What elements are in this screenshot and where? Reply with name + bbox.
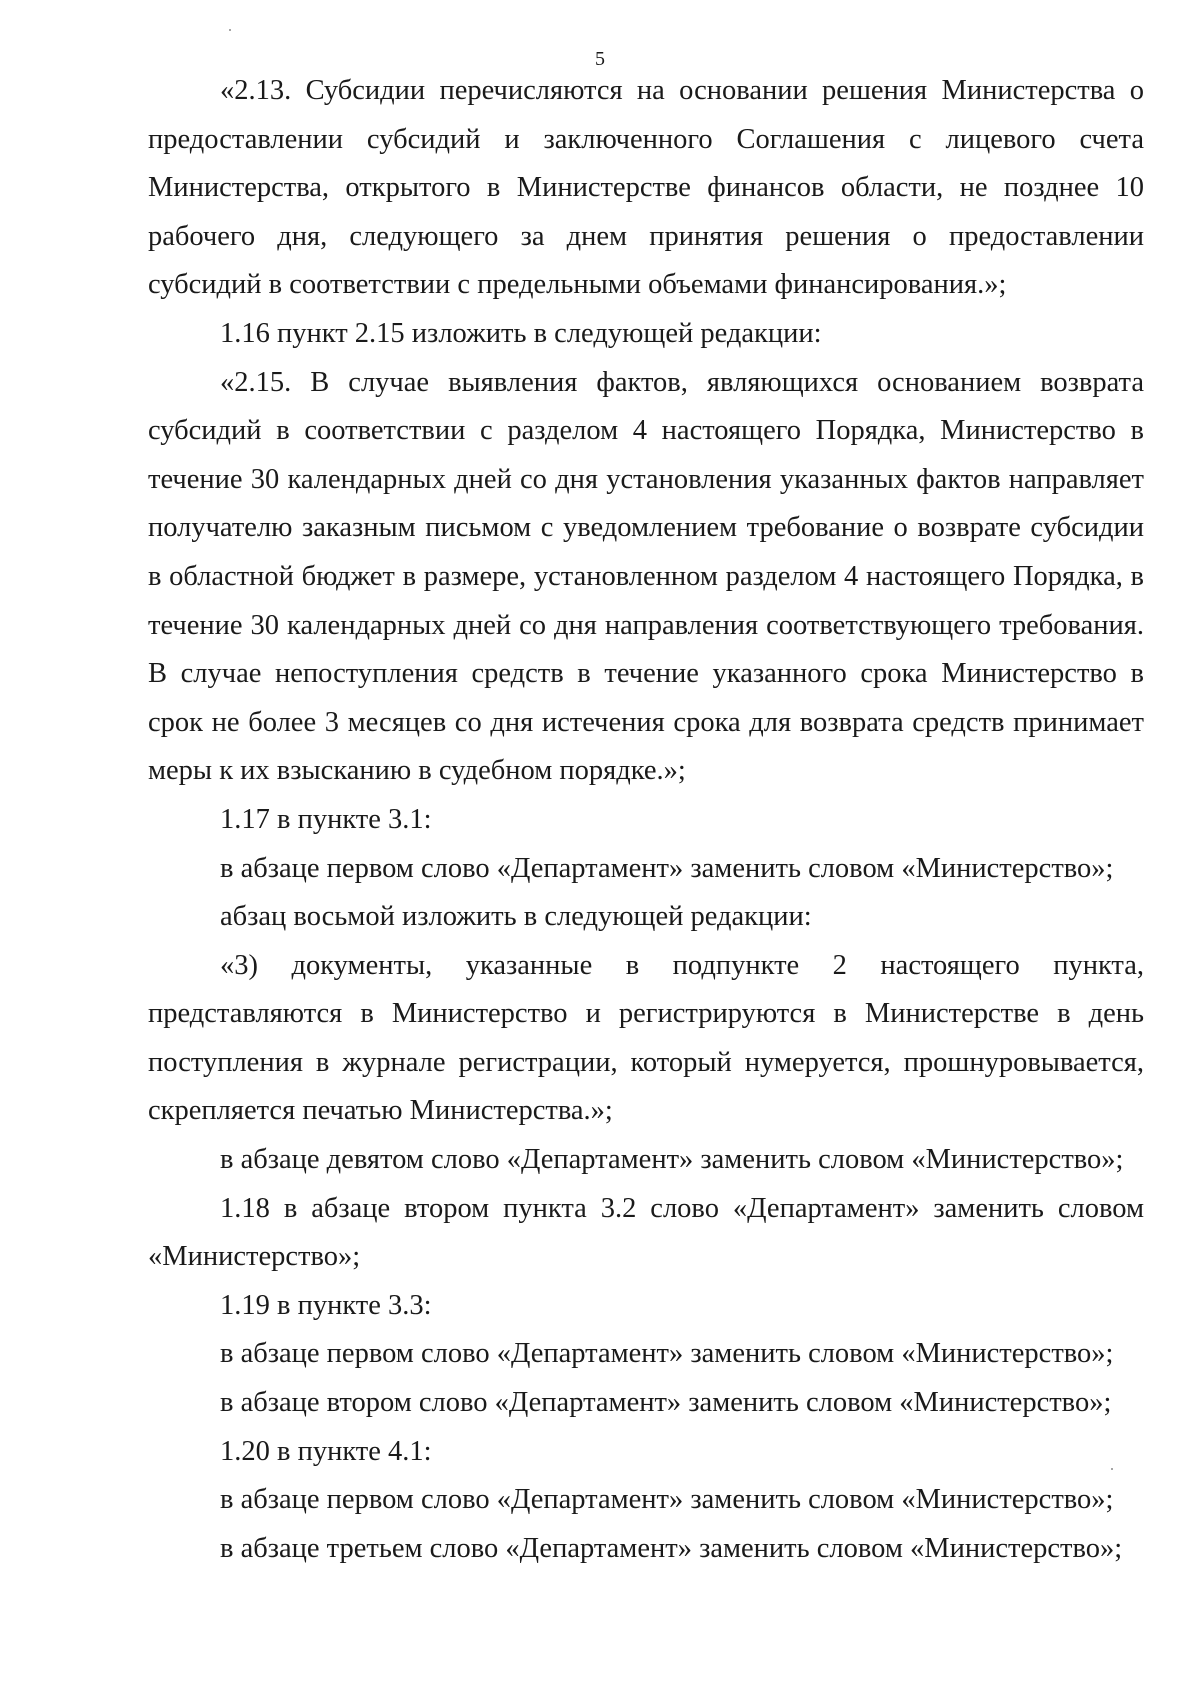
paragraph-1-17-ninth: в абзаце девятом слово «Департамент» заменить словом «Министерство»; <box>220 1144 1124 1176</box>
paragraph-1-20-first: в абзаце первом слово «Департамент» заменить словом «Министерство»; <box>220 1484 1114 1516</box>
paragraph-1-19: 1.19 в пункте 3.3: <box>220 1289 432 1321</box>
paragraph-1-17: 1.17 в пункте 3.1: <box>220 803 432 835</box>
paragraph-1-17-first: в абзаце первом слово «Департамент» заменить словом «Министерство»; <box>220 852 1114 884</box>
paragraph-1-19-second: в абзаце втором слово «Департамент» заменить словом «Министерство»; <box>220 1387 1112 1419</box>
paragraph-quote-3: «3) документы, указанные в подпункте 2 настоящего пункта, представляются в Министерство и регистрируются в Министерстве в день поступления в журнале регистрации, который нумеруется, прошнуровывается, скрепляется печатью Министерства.»; <box>148 949 1144 1127</box>
paragraph-2-15: «2.15. В случае выявления фактов, являющихся основанием возврата субсидий в соответствии с разделом 4 настоящего Порядка, Министерство в течение 30 календарных дней со дня установления указанных фактов направляет получателю заказным письмом с уведомлением требование о возврате субсидии в областной бюджет в размере, установленном разделом 4 настоящего Порядка, в течение 30 календарных дней со дня направления соответствующего требования. В случае непоступления средств в течение указанного срока Министерство в срок не более 3 месяцев со дня истечения срока для возврата средств принимает меры к их взысканию в судебном порядке.»; <box>148 366 1144 787</box>
paragraph-1-18: 1.18 в абзаце втором пункта 3.2 слово «Департамент» заменить словом «Министерство»; <box>148 1192 1144 1273</box>
scan-speck <box>229 29 231 31</box>
paragraph-1-20-third: в абзаце третьем слово «Департамент» заменить словом «Министерство»; <box>220 1532 1123 1564</box>
document-body <box>148 67 1144 1573</box>
page-number: 5 <box>595 48 605 70</box>
paragraph-1-17-eighth: абзац восьмой изложить в следующей редакции: <box>220 901 812 933</box>
paragraph-1-16: 1.16 пункт 2.15 изложить в следующей редакции: <box>220 317 822 349</box>
paragraph-1-19-first: в абзаце первом слово «Департамент» заменить словом «Министерство»; <box>220 1338 1114 1370</box>
paragraph-2-13: «2.13. Субсидии перечисляются на основании решения Министерства о предоставлении субсидий и заключенного Соглашения с лицевого счета Министерства, открытого в Министерстве финансов области, не позднее 10 рабочего дня, следующего за днем принятия решения о предоставлении субсидий в соответствии с предельными объемами финансирования.»; <box>148 75 1144 301</box>
paragraph-1-20: 1.20 в пункте 4.1: <box>220 1435 432 1467</box>
scan-speck <box>1111 1468 1113 1470</box>
